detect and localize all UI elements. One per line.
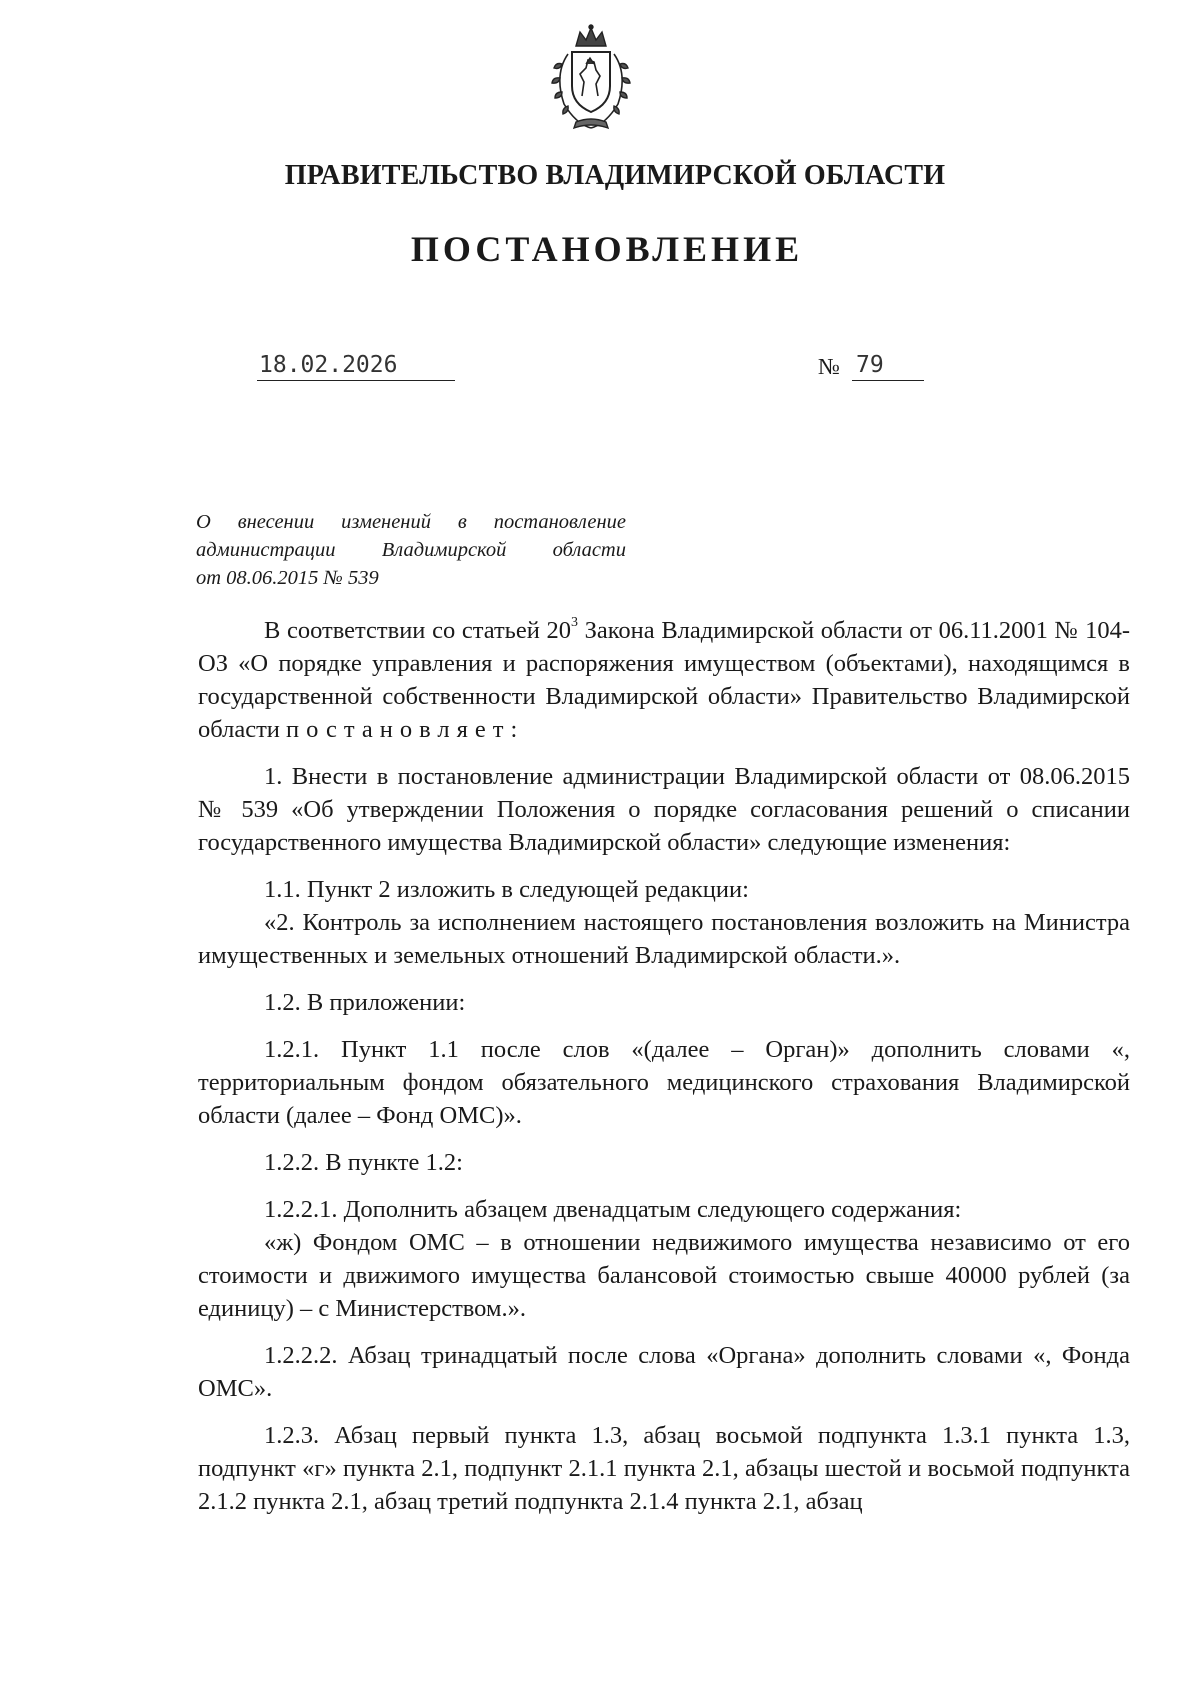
document-body [198,614,1130,1532]
resolves-word: постановляет [286,716,511,743]
subject-line: от 08.06.2015 № 539 [196,567,379,589]
preamble-paragraph [198,614,1130,746]
clause-1-2-2-1-text: «ж) Фондом ОМС – в отношении недвижимого имущества независимо от его стоимости и движимого имущества балансовой стоимостью свыше 40000 рублей (за единицу) – с Министерством.». [198,1229,1130,1322]
clause-1: 1. Внести в постановление администрации Владимирской области от 08.06.2015 № 539 «Об утверждении Положения о порядке согласования решений о списании государственного имущества Владимирской области» следующие изменения: [198,763,1130,856]
preamble-text-end: : [510,716,518,743]
document-type-title: ПОСТАНОВЛЕНИЕ [410,229,804,269]
preamble-text-middle: Закона Владимирской области от 06.11.2001 № 104-ОЗ «О порядке управления и распоряжения имуществом (объектами), находящимся в государственной собственности Владимирской области» Правительство Владимирской области [198,617,1131,743]
clause-1-2-2-2: 1.2.2.2. Абзац тринадцатый после слова «Органа» дополнить словами «, Фонда ОМС». [198,1342,1130,1402]
article-superscript: 3 [570,615,578,630]
clause-1-2-3: 1.2.3. Абзац первый пункта 1.3, абзац восьмой подпункта 1.3.1 пункта 1.3, подпункт «г» пункта 2.1, подпункт 2.1.1 пункта 2.1, абзацы шестой и восьмой подпункта 2.1.2 пункта 2.1, абзац третий подпункта 2.1.4 пункта 2.1, абзац [198,1422,1130,1515]
subject-line: администрации Владимирской области [196,539,626,561]
clause-1-2-2-1: 1.2.2.1. Дополнить абзацем двенадцатым следующего содержания: [264,1196,962,1223]
number-sign: № [818,354,840,379]
coat-of-arms-icon [536,24,646,134]
document-number-field: 79 [852,352,924,381]
clause-1-2-2: 1.2.2. В пункте 1.2: [264,1149,463,1176]
clause-1-1: 1.1. Пункт 2 изложить в следующей редакции: [264,876,749,903]
clause-1-2-1: 1.2.1. Пункт 1.1 после слов «(далее – Орган)» дополнить словами «, территориальным фондом обязательного медицинского страхования Владимирской области (далее – Фонд ОМС)». [198,1036,1130,1129]
subject-line: О внесении изменений в постановление [196,511,626,533]
document-subject [196,508,626,592]
document-date-field: 18.02.2026 [257,352,455,381]
clause-1-2: 1.2. В приложении: [264,989,466,1016]
clause-1-1-text: «2. Контроль за исполнением настоящего постановления возложить на Министра имущественных и земельных отношений Владимирской области.». [198,909,1130,969]
preamble-text-start: В соответствии со статьей 20 [264,617,571,644]
government-name: ПРАВИТЕЛЬСТВО ВЛАДИМИРСКОЙ ОБЛАСТИ [284,160,946,191]
